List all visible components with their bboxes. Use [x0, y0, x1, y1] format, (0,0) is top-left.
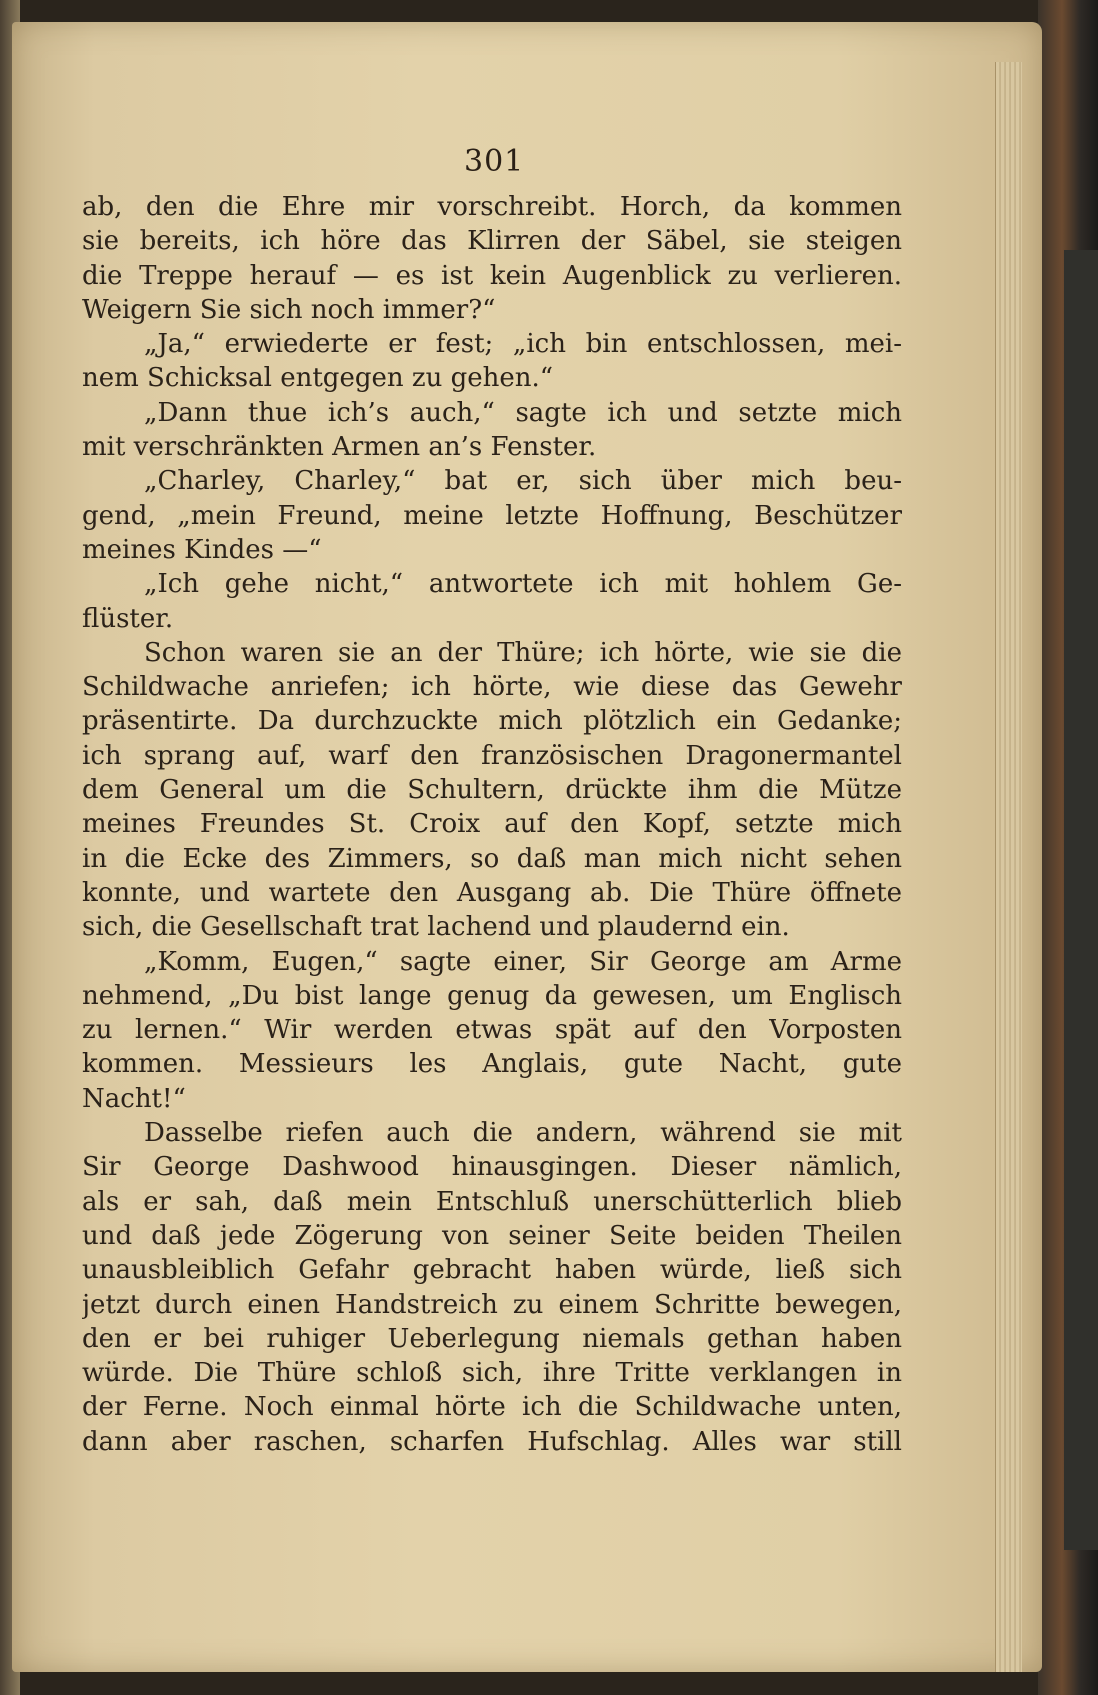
text-line: unausbleiblich Gefahr gebracht haben würde, ließ sich	[82, 1255, 902, 1286]
text-line: „Ja,“ erwiederte er fest; „ich bin entschlossen, mei-	[144, 329, 902, 360]
text-line: „Dann thue ich’s auch,“ sagte ich und setzte mich	[144, 397, 902, 428]
text-line: dann aber raschen, scharfen Hufschlag. Alles war still	[82, 1426, 902, 1457]
text-line: sie bereits, ich höre das Klirren der Säbel, sie steigen	[82, 226, 902, 257]
text-line: Schildwache anriefen; ich hörte, wie diese das Gewehr	[82, 672, 902, 703]
text-line: und daß jede Zögerung von seiner Seite beiden Theilen	[82, 1220, 902, 1251]
text-line: präsentirte. Da durchzuckte mich plötzlich ein Gedanke;	[82, 706, 902, 737]
text-line: Schon waren sie an der Thüre; ich hörte, wie sie die	[144, 637, 902, 668]
text-line: die Treppe herauf — es ist kein Augenblick zu verlieren.	[82, 260, 902, 291]
text-line: nem Schicksal entgegen zu gehen.“	[82, 363, 554, 394]
text-line: kommen. Messieurs les Anglais, gute Nacht, gute	[82, 1049, 902, 1080]
text-line: in die Ecke des Zimmers, so daß man mich nicht sehen	[82, 843, 902, 874]
book-page	[12, 22, 1042, 1672]
text-line: „Komm, Eugen,“ sagte einer, Sir George am Arme	[144, 946, 902, 977]
text-line: Dasselbe riefen auch die andern, während sie mit	[144, 1118, 902, 1149]
text-line: meines Kindes —“	[82, 534, 322, 565]
text-line: als er sah, daß mein Entschluß unerschütterlich blieb	[82, 1186, 902, 1217]
book-cover-strip	[1064, 250, 1098, 1550]
text-line: Sir George Dashwood hinausgingen. Dieser nämlich,	[82, 1152, 902, 1183]
text-line: dem General um die Schultern, drückte ihm die Mütze	[82, 775, 902, 806]
text-line: „Charley, Charley,“ bat er, sich über mich beu-	[144, 466, 902, 497]
text-line: meines Freundes St. Croix auf den Kopf, setzte mich	[82, 809, 902, 840]
text-line: würde. Die Thüre schloß sich, ihre Tritte verklangen in	[82, 1358, 902, 1389]
text-line: mit verschränkten Armen an’s Fenster.	[82, 432, 597, 463]
text-line: Nacht!“	[82, 1083, 186, 1114]
text-line: jetzt durch einen Handstreich zu einem Schritte bewegen,	[82, 1289, 902, 1320]
text-line: ab, den die Ehre mir vorschreibt. Horch, da kommen	[82, 192, 902, 222]
text-line: sich, die Gesellschaft trat lachend und plaudernd ein.	[82, 912, 790, 943]
text-line: den er bei ruhiger Ueberlegung niemals gethan haben	[82, 1323, 902, 1354]
page-edges	[995, 62, 1022, 1672]
text-line: nehmend, „Du bist lange genug da gewesen, um Englisch	[82, 980, 902, 1011]
text-block	[82, 190, 902, 1459]
text-line: „Ich gehe nicht,“ antwortete ich mit hohlem Ge-	[144, 569, 902, 600]
text-line: der Ferne. Noch einmal hörte ich die Schildwache unten,	[82, 1392, 902, 1423]
text-line: ich sprang auf, warf den französischen Dragonermantel	[82, 740, 902, 771]
text-line: flüster.	[82, 603, 174, 634]
text-line: zu lernen.“ Wir werden etwas spät auf den Vorposten	[82, 1015, 902, 1046]
text-line: gend, „mein Freund, meine letzte Hoffnung, Beschützer	[82, 500, 902, 531]
page-number: 301	[464, 144, 525, 179]
text-line: konnte, und wartete den Ausgang ab. Die Thüre öffnete	[82, 877, 902, 908]
text-line: Weigern Sie sich noch immer?“	[82, 294, 496, 325]
